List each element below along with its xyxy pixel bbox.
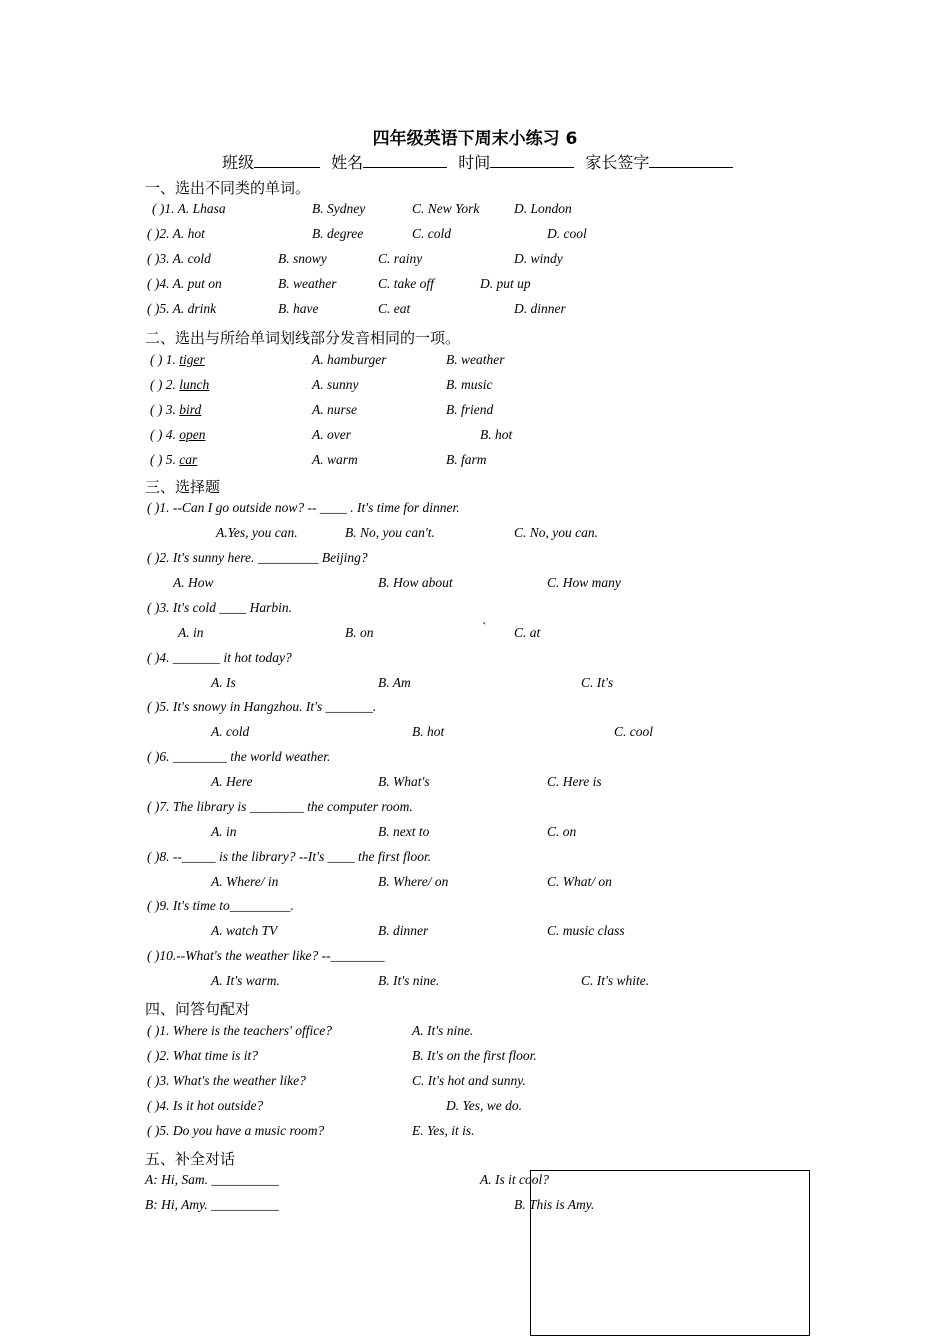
s1-q5-d: D. dinner — [514, 301, 566, 316]
s3-q7-c: C. on — [547, 824, 577, 839]
s1-q2-b: B. degree — [312, 226, 364, 241]
s4-q2: ( )2. What time is it? — [147, 1048, 258, 1063]
s3-q2-c: C. How many — [547, 575, 621, 590]
s2-q5-a: A. warm — [312, 452, 358, 467]
s3-q5-b: B. hot — [412, 724, 445, 739]
s3-q10-a: A. It's warm. — [211, 973, 280, 988]
s3-q9: ( )9. It's time to_________. — [147, 898, 294, 913]
time-blank[interactable] — [490, 152, 574, 168]
s2-q4-a: A. over — [312, 427, 351, 442]
s2-q2-b: B. music — [446, 377, 493, 392]
s1-q3-d: D. windy — [514, 251, 563, 266]
s3-q10: ( )10.--What's the weather like? --________ — [147, 948, 385, 963]
s2-q3-word: bird — [179, 402, 202, 417]
s3-q5: ( )5. It's snowy in Hangzhou. It's _______. — [147, 699, 377, 714]
s1-q4-b: B. weather — [278, 276, 337, 291]
s1-q5-c: C. eat — [378, 301, 411, 316]
s1-q1-b: B. Sydney — [312, 201, 366, 216]
s3-q6-c: C. Here is — [547, 774, 602, 789]
s3-q8-c: C. What/ on — [547, 874, 612, 889]
s3-q7-a: A. in — [211, 824, 237, 839]
s4-q3: ( )3. What's the weather like? — [147, 1073, 306, 1088]
s3-q2-b: B. How about — [378, 575, 453, 590]
s1-q5-num: ( )5. A. drink — [147, 301, 217, 316]
s1-q3-b: B. snowy — [278, 251, 327, 266]
s3-q1-a: A.Yes, you can. — [216, 525, 298, 540]
s5-option-b: B. This is Amy. — [514, 1197, 595, 1212]
s4-a5: E. Yes, it is. — [412, 1123, 475, 1138]
s4-q4: ( )4. Is it hot outside? — [147, 1098, 264, 1113]
s1-q1-d: D. London — [514, 201, 572, 216]
class-blank[interactable] — [254, 152, 320, 168]
section-4-heading: 四、问答句配对 — [145, 1000, 251, 1018]
s3-q3-stray-mark: ` — [481, 620, 486, 635]
s2-q4-b: B. hot — [480, 427, 513, 442]
s3-q9-a: A. watch TV — [211, 923, 278, 938]
s1-q5-b: B. have — [278, 301, 319, 316]
s2-q4-word: open — [179, 427, 206, 442]
s2-q5-word: car — [179, 452, 198, 467]
name-label: 姓名 — [331, 153, 364, 172]
s1-q2-d: D. cool — [547, 226, 587, 241]
s2-q5 — [150, 452, 197, 468]
s3-q2: ( )2. It's sunny here. _________ Beijing? — [147, 550, 368, 565]
s2-q1-b: B. weather — [446, 352, 505, 367]
parent-signature-label: 家长签字 — [585, 153, 650, 172]
s3-q7: ( )7. The library is ________ the computer room. — [147, 799, 413, 814]
s3-q4-a: A. Is — [211, 675, 236, 690]
parent-signature-blank[interactable] — [649, 152, 733, 168]
s5-option-a: A. Is it cool? — [480, 1172, 549, 1187]
s3-q8-a: A. Where/ in — [211, 874, 279, 889]
s2-q1-num: ( ) 1. — [150, 352, 180, 367]
s3-q4-c: C. It's — [581, 675, 614, 690]
s3-q1-c: C. No, you can. — [514, 525, 598, 540]
s5-line-a: A: Hi, Sam. __________ — [145, 1172, 279, 1187]
s1-q1-num: ( )1. A. Lhasa — [152, 201, 226, 216]
s2-q2 — [150, 377, 209, 393]
section-2-heading: 二、选出与所给单词划线部分发音相同的一项。 — [145, 329, 461, 347]
s3-q4: ( )4. _______ it hot today? — [147, 650, 292, 665]
s1-q2-num: ( )2. A. hot — [147, 226, 205, 241]
s2-q2-a: A. sunny — [312, 377, 359, 392]
s4-a3: C. It's hot and sunny. — [412, 1073, 526, 1088]
s1-q4-c: C. take off — [378, 276, 434, 291]
s2-q3-num: ( ) 3. — [150, 402, 180, 417]
s2-q4 — [150, 427, 206, 443]
s2-q5-b: B. farm — [446, 452, 487, 467]
s2-q1-word: tiger — [179, 352, 205, 367]
s3-q7-b: B. next to — [378, 824, 430, 839]
s3-q1-b: B. No, you can't. — [345, 525, 435, 540]
s3-q5-a: A. cold — [211, 724, 250, 739]
s1-q4-num: ( )4. A. put on — [147, 276, 222, 291]
s2-q1 — [150, 352, 205, 368]
s1-q3-c: C. rainy — [378, 251, 423, 266]
class-label: 班级 — [222, 153, 255, 172]
s3-q9-b: B. dinner — [378, 923, 429, 938]
s2-q3-a: A. nurse — [312, 402, 357, 417]
s2-q4-num: ( ) 4. — [150, 427, 180, 442]
s4-q1: ( )1. Where is the teachers' office? — [147, 1023, 332, 1038]
s3-q10-c: C. It's white. — [581, 973, 650, 988]
s2-q1-a: A. hamburger — [312, 352, 387, 367]
s3-q5-c: C. cool — [614, 724, 653, 739]
s3-q2-a: A. How — [173, 575, 214, 590]
s1-q1-c: C. New York — [412, 201, 480, 216]
s3-q6-b: B. What's — [378, 774, 430, 789]
s3-q8: ( )8. --_____ is the library? --It's ____ the first floor. — [147, 849, 432, 864]
name-blank[interactable] — [363, 152, 447, 168]
s3-q1: ( )1. --Can I go outside now? -- ____ . It's time for dinner. — [147, 500, 460, 515]
section-1-heading: 一、选出不同类的单词。 — [145, 179, 311, 197]
s5-line-b: B: Hi, Amy. __________ — [145, 1197, 279, 1212]
section-5-heading: 五、补全对话 — [145, 1150, 236, 1168]
s2-q5-num: ( ) 5. — [150, 452, 180, 467]
s4-a2: B. It's on the first floor. — [412, 1048, 537, 1063]
s3-q6: ( )6. ________ the world weather. — [147, 749, 331, 764]
s1-q4-d: D. put up — [480, 276, 531, 291]
s2-q2-word: lunch — [179, 377, 210, 392]
s3-q6-a: A. Here — [211, 774, 253, 789]
s1-q2-c: C. cold — [412, 226, 451, 241]
s3-q3-c: C. at — [514, 625, 541, 640]
s4-a1: A. It's nine. — [412, 1023, 474, 1038]
s3-q9-c: C. music class — [547, 923, 625, 938]
s3-q3: ( )3. It's cold ____ Harbin. — [147, 600, 292, 615]
s3-q3-a: A. in — [178, 625, 204, 640]
s2-q3 — [150, 402, 201, 418]
s4-q5: ( )5. Do you have a music room? — [147, 1123, 325, 1138]
s3-q4-b: B. Am — [378, 675, 411, 690]
s3-q10-b: B. It's nine. — [378, 973, 440, 988]
s3-q3-b: B. on — [345, 625, 374, 640]
dialogue-options-box — [530, 1170, 810, 1336]
s1-q3-num: ( )3. A. cold — [147, 251, 211, 266]
section-3-heading: 三、选择题 — [145, 478, 221, 496]
s2-q3-b: B. friend — [446, 402, 494, 417]
s2-q2-num: ( ) 2. — [150, 377, 180, 392]
page-title: 四年级英语下周末小练习 6 — [372, 129, 578, 149]
student-info-line — [222, 150, 739, 173]
s3-q8-b: B. Where/ on — [378, 874, 449, 889]
time-label: 时间 — [458, 153, 491, 172]
s4-a4: D. Yes, we do. — [446, 1098, 523, 1113]
